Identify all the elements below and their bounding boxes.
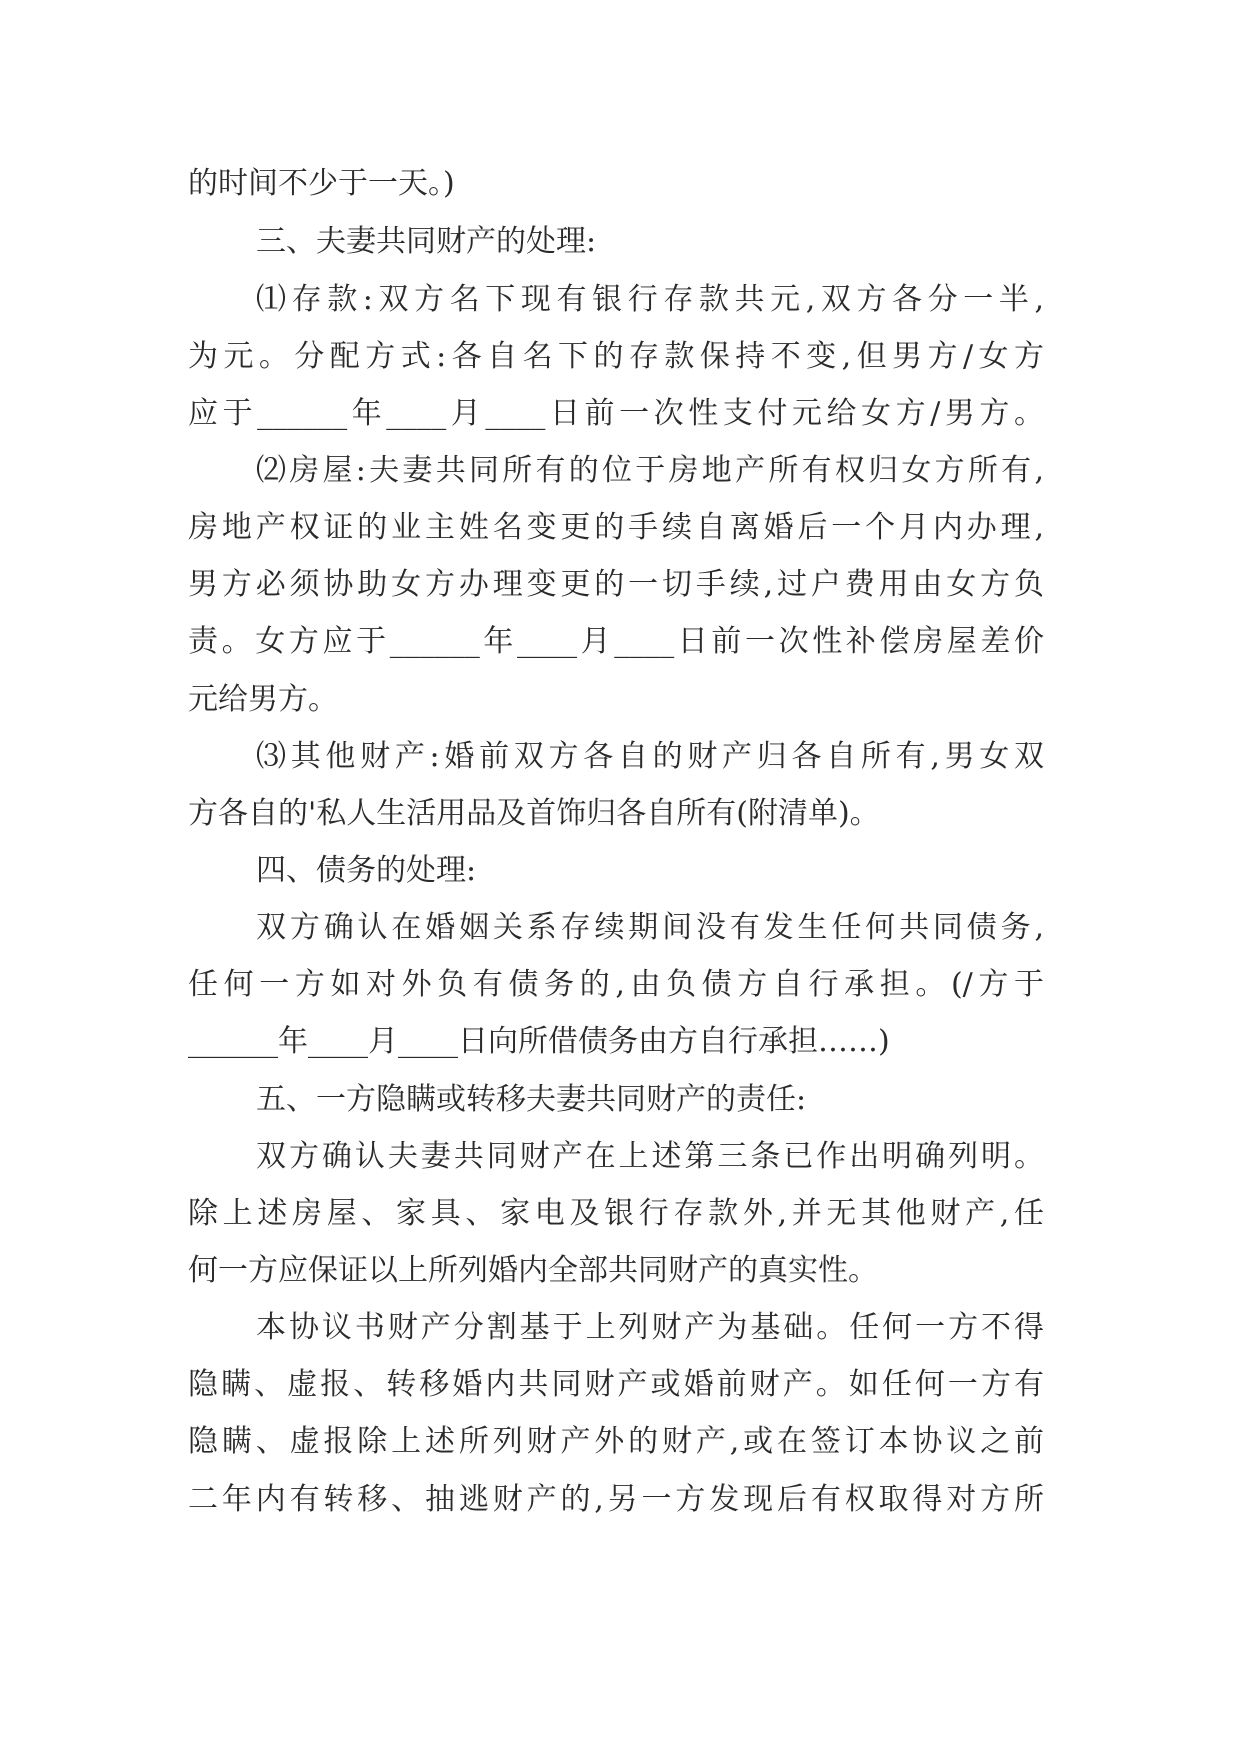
section-heading: 四、债务的处理:	[256, 853, 477, 888]
text-line: 隐瞒、虚报、转移婚内共同财产或婚前财产。如任何一方有	[188, 1367, 1044, 1402]
text-line: 双方确认在婚姻关系存续期间没有发生任何共同债务,	[256, 910, 1044, 945]
text-line: 责。女方应于______年____月____日前一次性补偿房屋差价	[188, 624, 1044, 659]
text-line: 的时间不少于一天。)	[188, 166, 455, 201]
text-line: 为元。分配方式:各自名下的存款保持不变,但男方/女方	[188, 339, 1044, 374]
section-heading: 三、夫妻共同财产的处理:	[256, 224, 597, 259]
text-line: ⑴存款:双方名下现有银行存款共元,双方各分一半,	[256, 282, 1044, 317]
text-line: 二年内有转移、抽逃财产的,另一方发现后有权取得对方所	[188, 1482, 1044, 1517]
text-line: 房地产权证的业主姓名变更的手续自离婚后一个月内办理,	[188, 510, 1044, 545]
text-line: 本协议书财产分割基于上列财产为基础。任何一方不得	[256, 1310, 1044, 1345]
text-line: 男方必须协助女方办理变更的一切手续,过户费用由女方负	[188, 567, 1044, 602]
text-line: 应于______年____月____日前一次性支付元给女方/男方。	[188, 396, 1044, 431]
text-line: 双方确认夫妻共同财产在上述第三条已作出明确列明。	[256, 1139, 1044, 1174]
text-line: 除上述房屋、家具、家电及银行存款外,并无其他财产,任	[188, 1196, 1044, 1231]
text-line: 何一方应保证以上所列婚内全部共同财产的真实性。	[188, 1253, 878, 1288]
text-line: 任何一方如对外负有债务的,由负债方自行承担。(/方于	[188, 967, 1044, 1002]
text-line: 元给男方。	[188, 682, 338, 717]
text-line: ______年____月____日向所借债务由方自行承担……)	[188, 1024, 890, 1059]
text-line: 隐瞒、虚报除上述所列财产外的财产,或在签订本协议之前	[188, 1424, 1044, 1459]
text-line: ⑵房屋:夫妻共同所有的位于房地产所有权归女方所有,	[256, 453, 1044, 488]
text-line: ⑶其他财产:婚前双方各自的财产归各自所有,男女双	[256, 739, 1044, 774]
section-heading: 五、一方隐瞒或转移夫妻共同财产的责任:	[256, 1082, 807, 1117]
text-line: 方各自的'私人生活用品及首饰归各自所有(附清单)。	[188, 796, 880, 831]
